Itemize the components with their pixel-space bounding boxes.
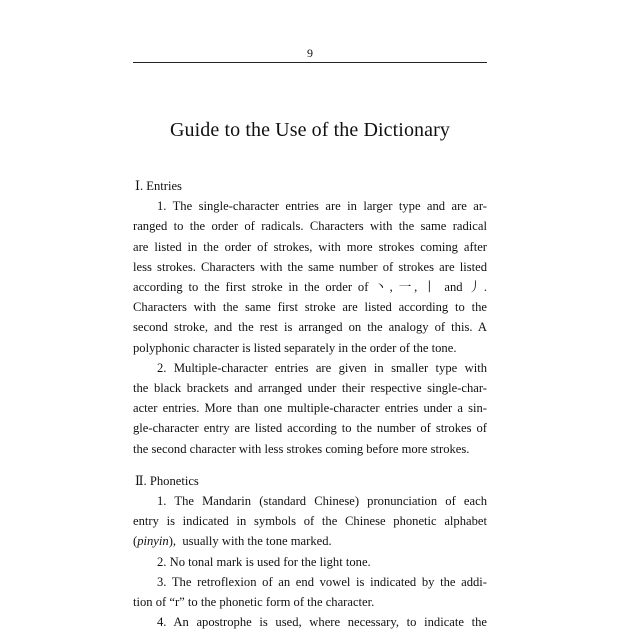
- text-line: ranged to the order of radicals. Characters with the same radical: [133, 219, 487, 234]
- text-line: (pinyin), usually with the tone marked.: [133, 534, 332, 549]
- text-line: 2. Multiple-character entries are given in smaller type with: [157, 360, 487, 375]
- section-heading: Ⅰ. Entries: [135, 179, 182, 193]
- paragraph: [133, 196, 487, 358]
- paragraph: [133, 491, 487, 552]
- text-line: acter entries. More than one multiple-character entries under a sin-: [133, 401, 487, 416]
- text-line: the second character with less strokes coming before more strokes.: [133, 441, 470, 456]
- text-line: 1. The Mandarin (standard Chinese) pronunciation of each: [157, 494, 487, 509]
- section-heading: Ⅱ. Phonetics: [135, 473, 199, 488]
- text-line: second stroke, and the rest is arranged on the analogy of this. A: [133, 320, 487, 335]
- text-line: gle-character entry are listed according to the number of strokes of: [133, 421, 487, 436]
- text-line: the black brackets and arranged under their respective single-char-: [133, 381, 487, 396]
- paragraph: [133, 572, 487, 612]
- text-line: according to the first stroke in the order of 丶, 一, 丨 and 丿.: [133, 280, 487, 295]
- page-number: 9: [307, 46, 313, 60]
- text-line: 1. The single-character entries are in larger type and are ar-: [157, 199, 487, 214]
- text-line: 3. The retroflexion of an end vowel is indicated by the addi-: [157, 574, 487, 589]
- text-line: tion of “r” to the phonetic form of the character.: [133, 595, 375, 610]
- section-phonetics: [133, 471, 487, 632]
- text-line: 4. An apostrophe is used, where necessary, to indicate the: [157, 615, 487, 630]
- text-line: polyphonic character is listed separately in the order of the tone.: [133, 340, 457, 355]
- text-line: less strokes. Characters with the same number of strokes are listed: [133, 259, 487, 274]
- paragraph: [133, 552, 487, 572]
- paragraph: [133, 358, 487, 459]
- section-entries: [133, 176, 487, 459]
- pinyin-term: pinyin: [137, 534, 169, 549]
- text-line: Characters with the same first stroke are listed according to the: [133, 300, 487, 315]
- page-title: Guide to the Use of the Dictionary: [170, 119, 450, 141]
- paragraph: [133, 612, 487, 632]
- text-line: are listed in the order of strokes, with more strokes coming after: [133, 239, 487, 254]
- text-line: 2. No tonal mark is used for the light tone.: [157, 554, 371, 569]
- text-line: entry is indicated in symbols of the Chinese phonetic alphabet: [133, 514, 487, 529]
- header-rule: [133, 62, 487, 63]
- guide-body: [133, 176, 487, 632]
